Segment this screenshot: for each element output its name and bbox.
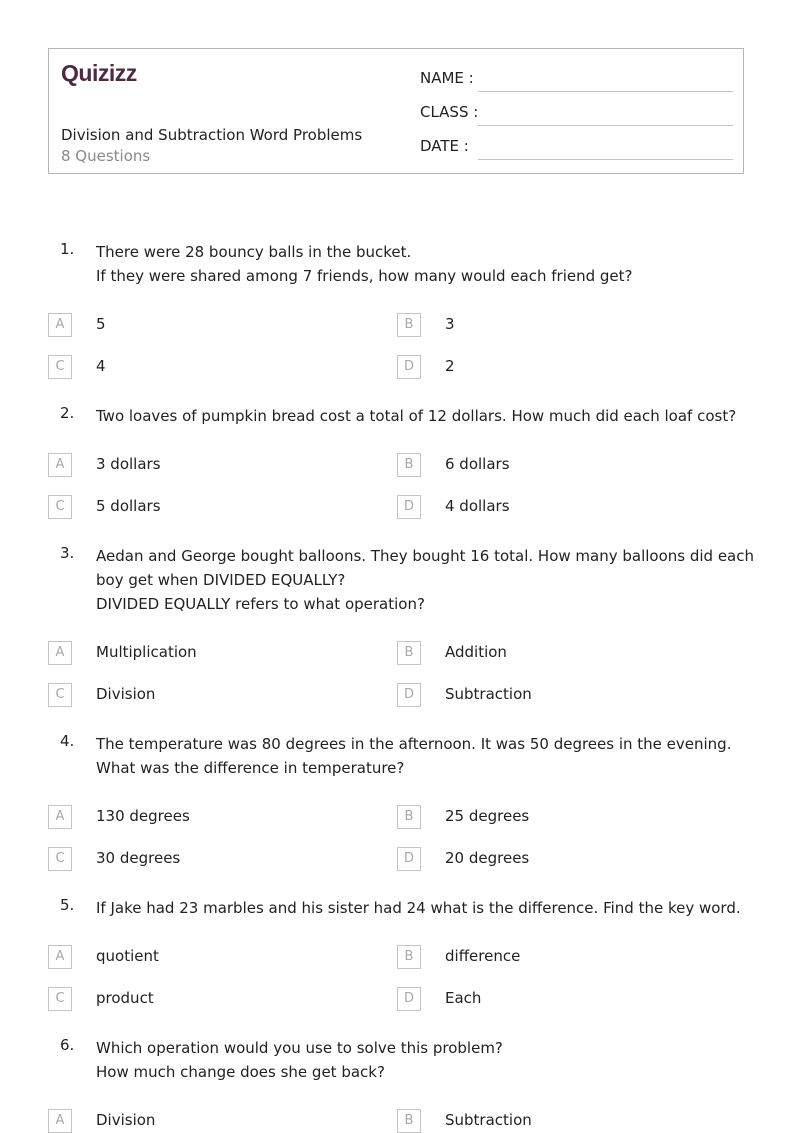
answer-option[interactable]	[48, 641, 348, 665]
option-letter-box[interactable]: A	[48, 453, 72, 477]
option-text: Subtraction	[445, 685, 532, 703]
option-letter-box[interactable]: B	[397, 641, 421, 665]
option-text: Division	[96, 1111, 156, 1129]
option-letter-box[interactable]: A	[48, 805, 72, 829]
worksheet-title: Division and Subtraction Word Problems	[61, 126, 363, 144]
option-text: Multiplication	[96, 643, 197, 661]
question-text-line: What was the difference in temperature?	[96, 759, 405, 777]
answer-option[interactable]	[48, 453, 348, 477]
option-letter-box[interactable]: B	[397, 805, 421, 829]
answer-option[interactable]	[48, 683, 348, 707]
option-text: product	[96, 989, 154, 1007]
question-text-line: The temperature was 80 degrees in the afternoon. It was 50 degrees in the evening.	[96, 735, 732, 753]
option-letter-box[interactable]: C	[48, 495, 72, 519]
option-letter-box[interactable]: A	[48, 945, 72, 969]
option-letter-box[interactable]: B	[397, 313, 421, 337]
question-number: 5.	[60, 896, 75, 914]
question-text-line: DIVIDED EQUALLY refers to what operation?	[96, 595, 425, 613]
name-line[interactable]	[478, 91, 733, 92]
question-text-line: If Jake had 23 marbles and his sister had 24 what is the difference. Find the key word.	[96, 899, 741, 917]
option-letter-box[interactable]: C	[48, 987, 72, 1011]
question-text	[96, 544, 755, 616]
option-letter-box[interactable]: B	[397, 1109, 421, 1133]
answer-option[interactable]	[48, 495, 348, 519]
option-text: 3 dollars	[96, 455, 161, 473]
question-text-line: If they were shared among 7 friends, how many would each friend get?	[96, 267, 633, 285]
class-label: CLASS :	[420, 103, 479, 121]
option-letter-box[interactable]: B	[397, 453, 421, 477]
option-text: 130 degrees	[96, 807, 190, 825]
answer-option[interactable]	[397, 987, 697, 1011]
quizizz-logo	[61, 57, 151, 89]
option-text: 2	[445, 357, 455, 375]
question-text	[96, 732, 741, 780]
option-letter-box[interactable]: B	[397, 945, 421, 969]
answer-option[interactable]	[48, 355, 348, 379]
option-text: 4 dollars	[445, 497, 510, 515]
option-text: 20 degrees	[445, 849, 530, 867]
option-text: 5 dollars	[96, 497, 161, 515]
option-text: Division	[96, 685, 156, 703]
class-line[interactable]	[478, 125, 733, 126]
option-letter-box[interactable]: A	[48, 641, 72, 665]
svg-text:Quizizz: Quizizz	[61, 60, 137, 86]
option-letter-box[interactable]: D	[397, 683, 421, 707]
answer-option[interactable]	[397, 355, 697, 379]
option-text: 4	[96, 357, 106, 375]
option-text: difference	[445, 947, 521, 965]
option-letter-box[interactable]: D	[397, 355, 421, 379]
date-label: DATE :	[420, 137, 469, 155]
answer-option[interactable]	[48, 1109, 348, 1133]
question-number: 6.	[60, 1036, 75, 1054]
question-text	[96, 240, 741, 288]
answer-option[interactable]	[397, 683, 697, 707]
option-text: Each	[445, 989, 482, 1007]
question-text-line: Aedan and George bought balloons. They bought 16 total. How many balloons did each	[96, 547, 755, 565]
option-letter-box[interactable]: C	[48, 683, 72, 707]
question-text	[96, 1036, 741, 1084]
date-field[interactable]	[420, 137, 733, 161]
option-text: 30 degrees	[96, 849, 181, 867]
option-text: 6 dollars	[445, 455, 510, 473]
answer-option[interactable]	[48, 805, 348, 829]
answer-option[interactable]	[397, 805, 697, 829]
question-number: 3.	[60, 544, 75, 562]
answer-option[interactable]	[48, 313, 348, 337]
question-number: 4.	[60, 732, 75, 750]
option-text: quotient	[96, 947, 159, 965]
answer-option[interactable]	[397, 945, 697, 969]
name-label: NAME :	[420, 69, 474, 87]
option-text: 25 degrees	[445, 807, 530, 825]
class-field[interactable]	[420, 103, 733, 127]
name-field[interactable]	[420, 69, 733, 93]
answer-option[interactable]	[48, 847, 348, 871]
option-letter-box[interactable]: A	[48, 313, 72, 337]
option-letter-box[interactable]: A	[48, 1109, 72, 1133]
answer-option[interactable]	[397, 495, 697, 519]
answer-option[interactable]	[397, 1109, 697, 1133]
option-letter-box[interactable]: C	[48, 847, 72, 871]
answer-option[interactable]	[397, 313, 697, 337]
question-text-line: How much change does she get back?	[96, 1063, 385, 1081]
option-text: 5	[96, 315, 106, 333]
answer-option[interactable]	[397, 453, 697, 477]
date-line[interactable]	[478, 159, 733, 160]
question-text	[96, 404, 741, 428]
option-text: 3	[445, 315, 455, 333]
question-number: 2.	[60, 404, 75, 422]
question-text	[96, 896, 741, 920]
option-text: Addition	[445, 643, 507, 661]
option-letter-box[interactable]: C	[48, 355, 72, 379]
question-text-line: Which operation would you use to solve this problem?	[96, 1039, 503, 1057]
answer-option[interactable]	[397, 641, 697, 665]
answer-option[interactable]	[48, 987, 348, 1011]
answer-option[interactable]	[48, 945, 348, 969]
question-text-line: Two loaves of pumpkin bread cost a total of 12 dollars. How much did each loaf cost?	[96, 407, 737, 425]
answer-option[interactable]	[397, 847, 697, 871]
option-letter-box[interactable]: D	[397, 987, 421, 1011]
question-text-line: There were 28 bouncy balls in the bucket.	[96, 243, 412, 261]
option-text: Subtraction	[445, 1111, 532, 1129]
option-letter-box[interactable]: D	[397, 847, 421, 871]
question-number: 1.	[60, 240, 75, 258]
option-letter-box[interactable]: D	[397, 495, 421, 519]
question-count: 8 Questions	[61, 147, 151, 165]
question-text-line: boy get when DIVIDED EQUALLY?	[96, 571, 346, 589]
worksheet-header	[48, 48, 744, 174]
